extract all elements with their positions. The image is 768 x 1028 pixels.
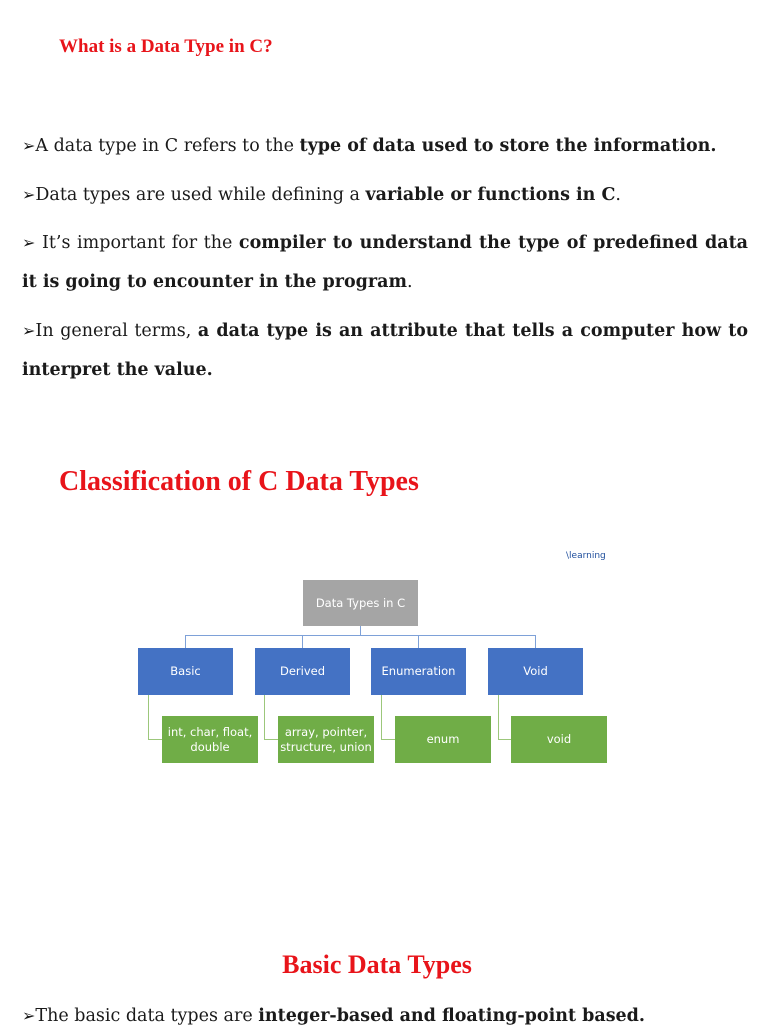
diagram-category-void: Void xyxy=(488,648,583,695)
bullet-4-text: In general terms, xyxy=(35,321,198,341)
leaf-connector-void-h xyxy=(498,739,512,740)
connector-enumeration xyxy=(418,635,419,648)
bullet-basic-types xyxy=(22,1004,762,1028)
diagram-category-enumeration: Enumeration xyxy=(371,648,466,695)
leaf-connector-void-v xyxy=(498,695,499,739)
leaf-connector-basic-v xyxy=(148,695,149,739)
leaf-connector-enum-h xyxy=(381,739,395,740)
connector-basic xyxy=(185,635,186,648)
diagram-root-box: Data Types in C xyxy=(303,580,418,626)
bullet-3-post: . xyxy=(406,272,413,292)
arrow-bullet-icon: ➢ xyxy=(22,1006,36,1025)
arrow-bullet-icon: ➢ xyxy=(22,233,36,252)
arrow-bullet-icon: ➢ xyxy=(22,185,36,204)
leaf-connector-derived-h xyxy=(264,739,279,740)
bullet-3-bold: compiler to understand the type of predefined data it is going to encounter in the program xyxy=(22,233,749,292)
diagram-category-derived: Derived xyxy=(255,648,350,695)
diagram-category-basic: Basic xyxy=(138,648,233,695)
leaf-connector-enum-v xyxy=(381,695,382,739)
bullet-1-text: A data type in C refers to the xyxy=(35,136,300,156)
bullet-2 xyxy=(22,175,748,215)
heading-what-is-data-type: What is a Data Type in C? xyxy=(59,36,273,57)
leaf-connector-derived-v xyxy=(264,695,265,739)
heading-classification: Classification of C Data Types xyxy=(59,466,419,497)
diagram-leaf-void: void xyxy=(511,716,607,763)
arrow-bullet-icon: ➢ xyxy=(22,321,36,340)
arrow-bullet-icon: ➢ xyxy=(22,136,36,155)
bullet-1 xyxy=(22,126,748,166)
connector-root-down xyxy=(360,626,361,635)
connector-void xyxy=(535,635,536,648)
bullet-basic-bold: integer-based and floating-point based. xyxy=(258,1006,646,1026)
bullet-3-text: It’s important for the xyxy=(35,233,239,253)
bullet-4-bold: a data type is an attribute that tells a computer how to interpret the value. xyxy=(22,321,748,380)
bullet-4 xyxy=(22,311,748,390)
bullet-2-bold: variable or functions in C xyxy=(365,185,616,205)
heading-basic-data-types: Basic Data Types xyxy=(282,950,472,979)
diagram-leaf-basic: int, char, float, double xyxy=(162,716,258,763)
bullet-2-post: . xyxy=(615,185,621,205)
diagram-leaf-derived: array, pointer, structure, union xyxy=(278,716,374,763)
learning-watermark: \learning xyxy=(566,551,606,561)
connector-derived xyxy=(302,635,303,648)
bullet-3 xyxy=(22,223,748,302)
bullet-2-text: Data types are used while defining a xyxy=(35,185,366,205)
diagram-leaf-enumeration: enum xyxy=(395,716,491,763)
leaf-connector-basic-h xyxy=(148,739,163,740)
connector-horizontal xyxy=(185,635,535,636)
bullet-basic-text: The basic data types are xyxy=(35,1006,259,1026)
bullet-1-bold: type of data used to store the information. xyxy=(299,136,717,156)
